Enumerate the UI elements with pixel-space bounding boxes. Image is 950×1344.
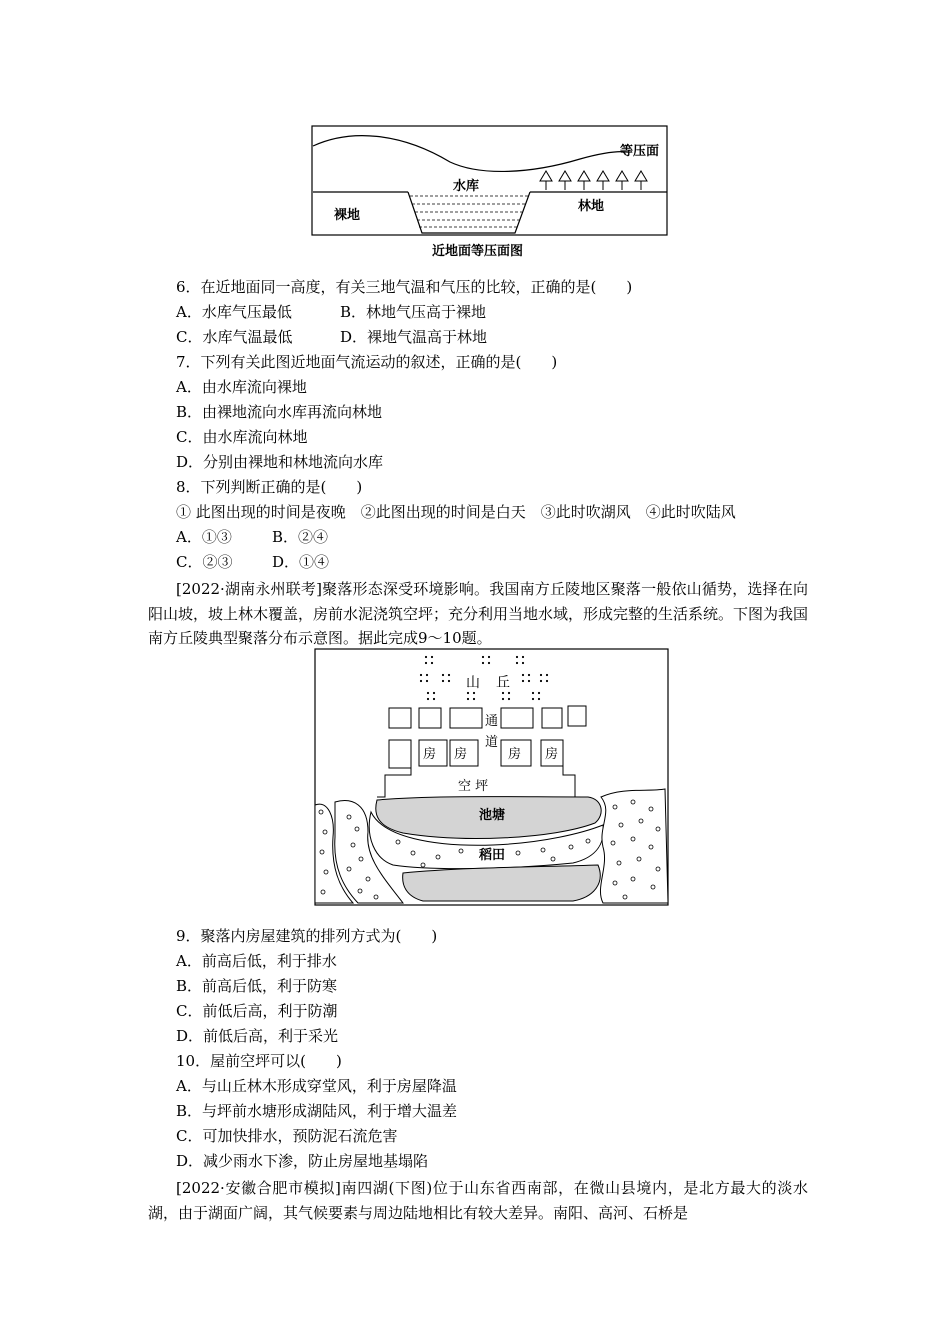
field-right (600, 789, 668, 903)
yard-label: 空 坪 (458, 779, 489, 794)
road-label-1: 通 (485, 714, 499, 729)
q10-option-a: A．与山丘林木形成穿堂风，利于房屋降温 (176, 1077, 457, 1095)
house-row-second (389, 740, 563, 768)
q9-option-d: D．前低后高，利于采光 (176, 1027, 339, 1045)
isobar-label: 等压面 (620, 144, 660, 159)
q6-stem: 6．在近地面同一高度，有关三地气温和气压的比较，正确的是( ) (176, 278, 633, 296)
passage-lake: [2022·安徽合肥市模拟]南四湖(下图)位于山东省西南部，在微山县境内，是北方最大的淡水湖，由于湖面广阔，其气候要素与周边陆地相比有较大差异。南阳、高河、石桥是 (148, 1179, 808, 1222)
road-label-2: 道 (485, 735, 499, 750)
q7-option-c: C．由水库流向林地 (176, 428, 308, 446)
q7-option-a: A．由水库流向裸地 (176, 378, 307, 396)
passage-settlement: [2022·湖南永州联考]聚落形态深受环境影响。我国南方丘陵地区聚落一般依山循势，选择在向阳山坡，坡上林木覆盖，房前水泥浇筑空坪；充分利用当地水域，形成完整的生活系统。下图为我国南方丘陵典型聚落分布示意图。据此完成9～10题。 (148, 580, 809, 647)
q10-stem: 10．屋前空坪可以( ) (176, 1052, 342, 1070)
pond-label: 池塘 (479, 808, 506, 823)
hill-label-1: 山 (466, 675, 480, 691)
q6-option-d: D．裸地气温高于林地 (340, 328, 488, 346)
reservoir-label: 水库 (453, 179, 480, 194)
q9-option-b: B．前高后低，利于防寒 (176, 977, 338, 995)
settlement-figure (313, 647, 671, 909)
figure-caption: 近地面等压面图 (432, 244, 524, 259)
isobar-frame (312, 126, 667, 235)
q9-option-a: A．前高后低，利于排水 (176, 952, 337, 970)
q8-stem: 8．下列判断正确的是( ) (176, 478, 363, 496)
q8-option-c: C．②③ (176, 553, 233, 571)
q8-option-a: A．①③ (176, 528, 232, 546)
q9-option-c: C．前低后高，利于防潮 (176, 1002, 338, 1020)
q7-option-d: D．分别由裸地和林地流向水库 (176, 453, 384, 471)
q8-option-d: D．①④ (272, 553, 330, 571)
q6-option-c: C．水库气温最低 (176, 328, 293, 346)
q7-stem: 7．下列有关此图近地面气流运动的叙述，正确的是( ) (176, 353, 558, 371)
reservoir-water (410, 196, 528, 227)
pond-lower (403, 865, 601, 901)
isobar-curve (313, 136, 628, 172)
forest-label: 林地 (578, 199, 605, 214)
q6-option-a: A．水库气压最低 (176, 303, 292, 321)
q10-option-d: D．减少雨水下渗，防止房屋地基塌陷 (176, 1152, 429, 1170)
paddy-label: 稻田 (479, 848, 506, 863)
house-label-3: 房 (508, 747, 522, 762)
q9-stem: 9．聚落内房屋建筑的排列方式为( ) (176, 927, 438, 945)
hill-label-2: 丘 (496, 675, 510, 691)
house-label-2: 房 (454, 747, 468, 762)
house-label-4: 房 (545, 747, 559, 762)
q6-option-b: B．林地气压高于裸地 (340, 303, 487, 321)
isobar-figure (310, 124, 672, 262)
q10-option-b: B．与坪前水塘形成湖陆风，利于增大温差 (176, 1102, 458, 1120)
q10-option-c: C．可加快排水，预防泥石流危害 (176, 1127, 398, 1145)
q8-option-b: B．②④ (272, 528, 329, 546)
forest-trees (540, 171, 647, 190)
q8-statements: ① 此图出现的时间是夜晚 ②此图出现的时间是白天 ③此时吹湖风 ④此时吹陆风 (176, 503, 736, 521)
q7-option-b: B．由裸地流向水库再流向林地 (176, 403, 383, 421)
house-label-1: 房 (423, 747, 437, 762)
hill-dots (420, 656, 548, 700)
bare-land-label: 裸地 (334, 208, 361, 223)
